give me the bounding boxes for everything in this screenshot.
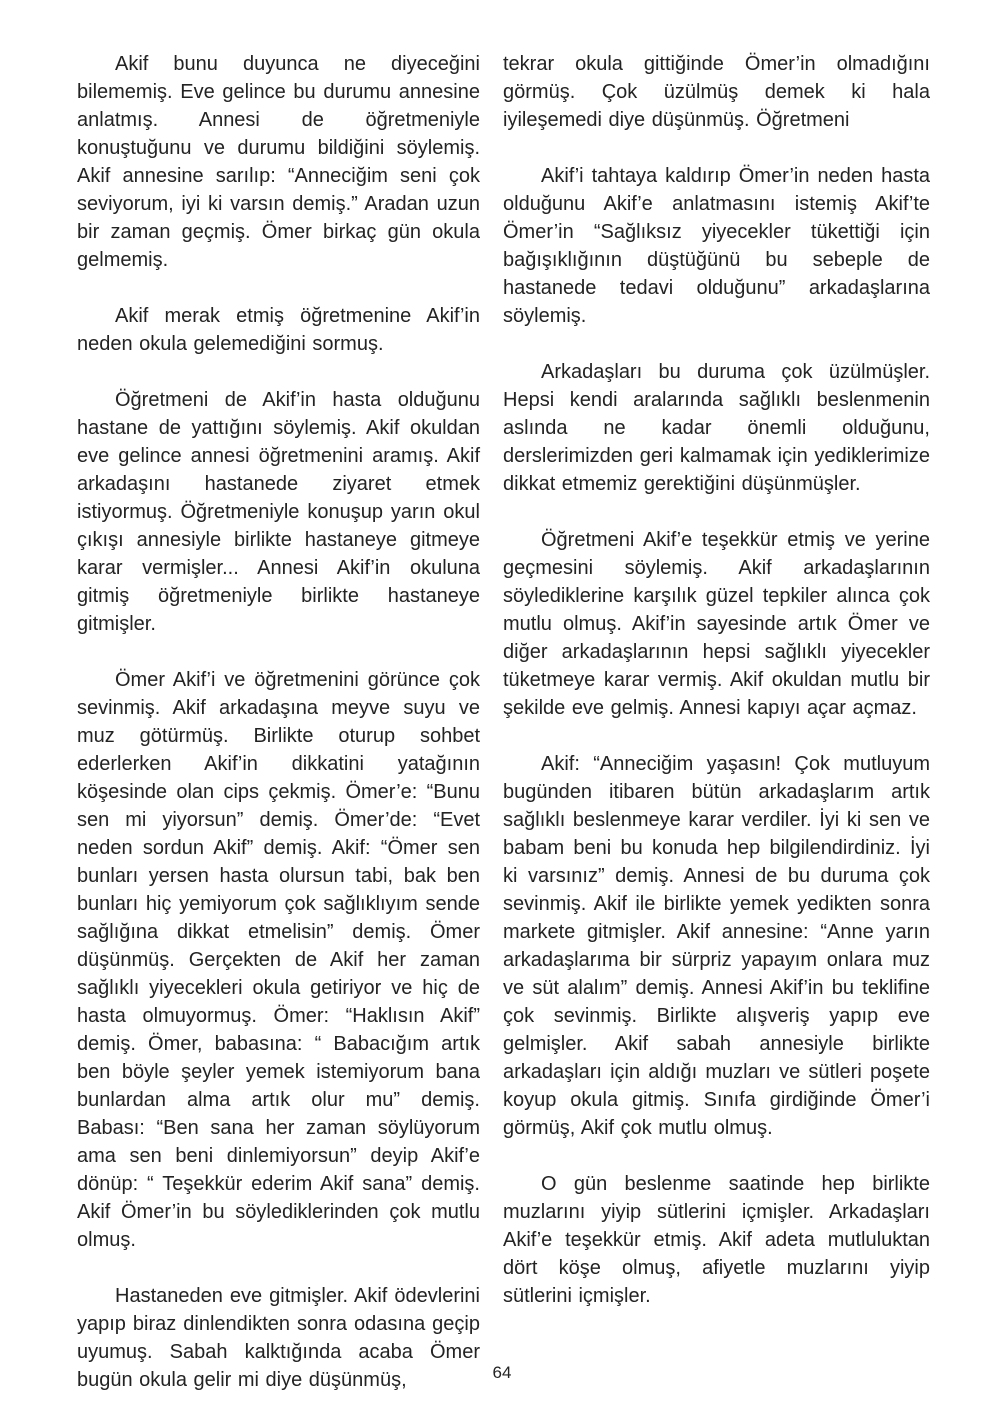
paragraph: Akif: “Anneciğim yaşasın! Çok mutluyum bugünden itibaren bütün arkadaşlarım artık sağlıklı beslenmeye karar verdiler. İyi ki sen ve babam beni bu konuda hep bilgilendirdiniz. İyi ki varsınız” demiş. Annesi de bu duruma çok sevinmiş. Akif ile birlikte yemek yedikten sonra markete gitmişler. Akif annesine: “Anne yarın arkadaşlarıma bir sürpriz yapayım onlara muz ve süt alalım” demiş. Annesi Akif’in bu teklifine çok sevinmiş. Birlikte alışveriş yapıp eve gelmişler. Akif sabah annesiyle birlikte arkadaşları için aldığı muzları ve sütleri poşete koyup okula gitmiş. Sınıfa girdiğinde Ömer’i görmüş, Akif çok mutlu olmuş. [503,753,930,1139]
paragraph: tekrar okula gittiğinde Ömer’in olmadığını görmüş. Çok üzülmüş demek ki hala iyileşemedi diye düşünmüş. Öğretmeni [503,53,930,131]
paragraph: Ömer Akif’i ve öğretmenini görünce çok sevinmiş. Akif arkadaşına meyve suyu ve muz götürmüş. Birlikte oturup sohbet ederlerken Akif’in dikkatini yatağının köşesinde olan cips çekmiş. Ömer’e: “Bunu sen mi yiyorsun” demiş. Ömer’de: “Evet neden sordun Akif” demiş. Akif: “Ömer sen bunları yersen hasta olursun tabi, bak ben bunları hiç yemiyorum çok sağlıklıyım sende sağlığına dikkat etmelisin” demiş. Ömer düşünmüş. Gerçekten de Akif her zaman sağlıklı yiyecekleri okula getiriyor ve hiç de hasta olmuyormuş. Ömer: “Haklısın Akif” demiş. Ömer, babasına: “ Babacığım artık ben böyle şeyler yemek istemiyorum bana bunlardan alma artık olur mu” demiş. Babası: “Ben sana her zaman söylüyorum ama sen beni dinlemiyorsun” deyip Akif’e dönüp: “ Teşekkür ederim Akif sana” demiş. Akif Ömer’in bu söylediklerinden çok mutlu olmuş. [77,669,480,1251]
page-number: 64 [492,1363,512,1382]
paragraph: Arkadaşları bu duruma çok üzülmüşler. Hepsi kendi aralarında sağlıklı beslenmenin aslında ne kadar önemli olduğunu, derslerimizden geri kalmamak için yediklerimize dikkat etmemiz gerektiğini düşünmüşler. [503,361,930,495]
paragraph: Hastaneden eve gitmişler. Akif ödevlerini yapıp biraz dinlendikten sonra odasına geçip uyumuş. Sabah kalktığında acaba Ömer bugün okula gelir mi diye düşünmüş, [77,1285,480,1391]
right-column [503,50,930,1338]
page-footer [0,1363,1004,1383]
left-column [77,50,480,1417]
paragraph: Akif bunu duyunca ne diyeceğini bilememiş. Eve gelince bu durumu annesine anlatmış. Annesi de öğretmeniyle konuştuğunu ve durumu bildiğini söylemiş. Akif annesine sarılıp: “Anneciğim seni çok seviyorum, iyi ki varsın demiş.” Aradan uzun bir zaman geçmiş. Ömer birkaç gün okula gelmemiş. [77,53,480,271]
paragraph: Öğretmeni de Akif’in hasta olduğunu hastane de yattığını söylemiş. Akif okuldan eve gelince annesi öğretmenini aramış. Akif arkadaşını hastanede ziyaret etmek istiyormuş. Öğretmeniyle konuşup yarın okul çıkışı annesiyle birlikte hastaneye gitmeye karar vermişler... Annesi Akif’in okuluna gitmiş öğretmeniyle birlikte hastaneye gitmişler. [77,389,480,635]
paragraph: Öğretmeni Akif’e teşekkür etmiş ve yerine geçmesini söylemiş. Akif arkadaşlarının söylediklerine karşılık güzel tepkiler alınca çok mutlu olmuş. Akif’in sayesinde artık Ömer ve diğer arkadaşlarının hepsi sağlıklı yiyecekler tüketmeye karar vermiş. Akif okuldan mutlu bir şekilde eve gelmiş. Annesi kapıyı açar açmaz. [503,529,930,719]
text-columns [77,50,930,1417]
paragraph: Akif’i tahtaya kaldırıp Ömer’in neden hasta olduğunu Akif’e anlatmasını istemiş Akif’te Ömer’in “Sağlıksız yiyecekler tükettiği için bağışıklığının düştüğünü bu sebeple de hastanede tedavi olduğunu” arkadaşlarına söylemiş. [503,165,930,327]
paragraph: Akif merak etmiş öğretmenine Akif’in neden okula gelemediğini sormuş. [77,305,480,355]
paragraph: O gün beslenme saatinde hep birlikte muzlarını yiyip sütlerini içmişler. Arkadaşları Akif’e teşekkür etmiş. Akif adeta mutluluktan dört köşe olmuş, afiyetle muzlarını yiyip sütlerini içmişler. [503,1173,930,1307]
